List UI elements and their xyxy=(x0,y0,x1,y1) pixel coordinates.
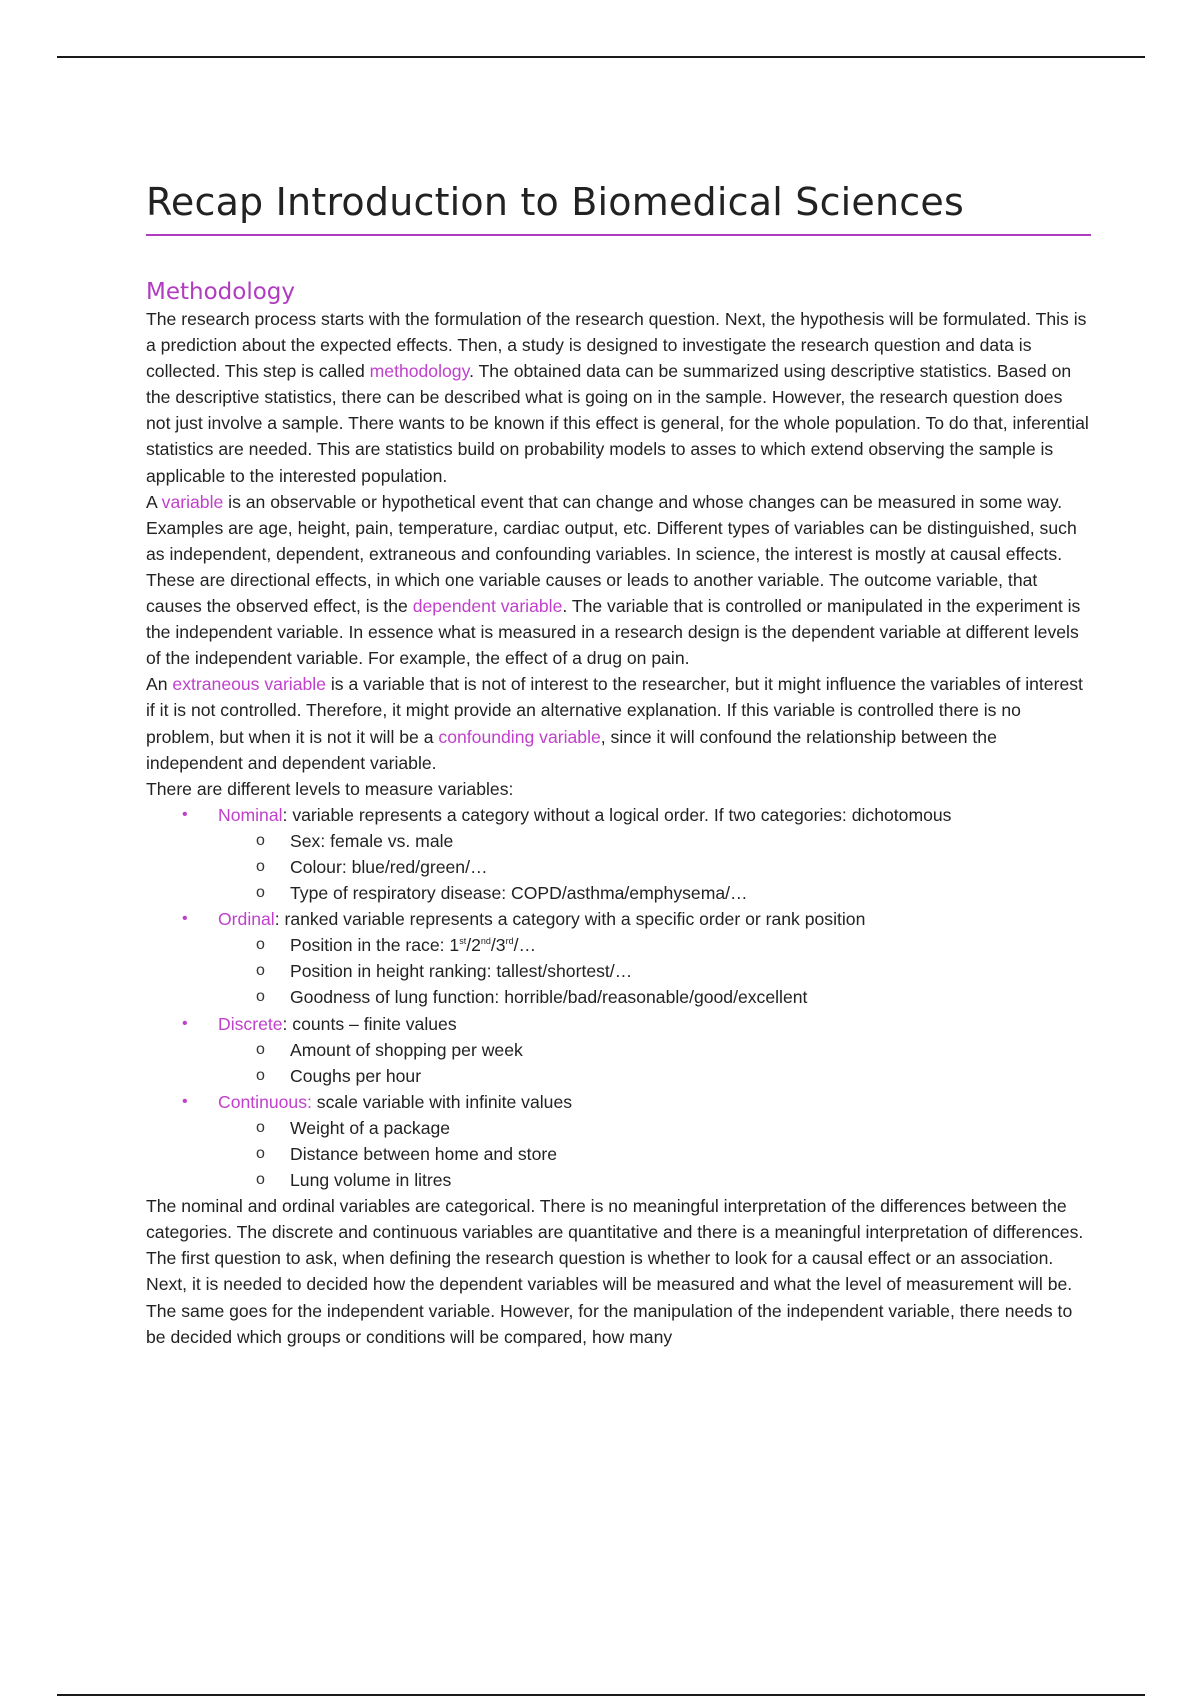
paragraph-extraneous: An extraneous variable is a variable that is not of interest to the researcher, but it might influence the variables of interest if it is not controlled. Therefore, it might provide an alternative explanation. If this variable is controlled there is no problem, but when it is not it will be a confounding variable, since it will confound the relationship between the independent and dependent variable. xyxy=(146,674,1083,773)
term-dependent-variable: dependent variable xyxy=(412,596,563,617)
list-item-nominal: • Nominal: variable represents a category without a logical order. If two categories: dichotomous o Sex: female vs. male o Colour: blue/red/green/… o Type of respiratory disease: COPD/asthma/emphysema/… xyxy=(146,802,1091,906)
term-confounding-variable: confounding variable xyxy=(438,726,601,747)
list-item: o Sex: female vs. male xyxy=(218,828,1091,854)
list-item: o Colour: blue/red/green/… xyxy=(218,854,1091,880)
discrete-examples xyxy=(218,1037,1091,1089)
continuous-examples xyxy=(218,1115,1091,1193)
term-variable: variable xyxy=(161,491,224,512)
term-nominal: Nominal xyxy=(218,804,283,825)
list-item: o Lung volume in litres xyxy=(218,1167,1091,1193)
paragraph-research-process: The research process starts with the formulation of the research question. Next, the hypothesis will be formulated. This is a prediction about the expected effects. Then, a study is designed to investigate the research question and data is collected. This step is called methodology. The obtained data can be summarized using descriptive statistics. Based on the descriptive statistics, there can be described what is going on in the sample. However, the research question does not just involve a sample. There wants to be known if this effect is general, for the whole population. To do that, inferential statistics are needed. This are statistics build on probability models to asses to which extend observing the sample is applicable to the interested population. xyxy=(146,309,1089,486)
list-item-ordinal: • Ordinal: ranked variable represents a category with a specific order or rank position o Position in the race: 1st/2nd/3rd/… o Position in height ranking: tallest/shortest/… o Goodness of lung function: horrible/bad/reasonable/good/excellent xyxy=(146,906,1091,1010)
list-item: o Position in height ranking: tallest/shortest/… xyxy=(218,958,1091,984)
paragraph-first-question: The first question to ask, when defining the research question is whether to look for a causal effect or an association. Next, it is needed to decided how the dependent variables will be measured and what the level of measurement will be. The same goes for the independent variable. However, for the manipulation of the independent variable, there needs to be decided which groups or conditions will be compared, how many xyxy=(146,1248,1073,1347)
list-item: o Amount of shopping per week xyxy=(218,1037,1091,1063)
levels-list xyxy=(146,802,1091,1193)
page-title: Recap Introduction to Biomedical Sciences xyxy=(146,180,964,224)
list-item: o Position in the race: 1st/2nd/3rd/… xyxy=(218,932,1091,958)
ordinal-examples xyxy=(218,932,1091,1010)
section-heading-methodology: Methodology xyxy=(146,279,296,305)
body-text xyxy=(146,306,1091,1350)
list-item: o Type of respiratory disease: COPD/asthma/emphysema/… xyxy=(218,880,1091,906)
list-item: o Weight of a package xyxy=(218,1115,1091,1141)
list-item: o Goodness of lung function: horrible/bad/reasonable/good/excellent xyxy=(218,984,1091,1010)
top-rule xyxy=(57,56,1145,58)
title-underline xyxy=(146,234,1091,236)
term-ordinal: Ordinal xyxy=(218,909,275,930)
paragraph-levels-intro: There are different levels to measure variables: xyxy=(146,778,514,799)
nominal-examples xyxy=(218,828,1091,906)
term-continuous: Continuous: xyxy=(218,1091,312,1112)
paragraph-categorical-quantitative: The nominal and ordinal variables are categorical. There is no meaningful interpretation of the differences between the categories. The discrete and continuous variables are quantitative and there is a meaningful interpretation of differences. xyxy=(146,1196,1084,1243)
paragraph-variable: A variable is an observable or hypothetical event that can change and whose changes can be measured in some way. Examples are age, height, pain, temperature, cardiac output, etc. Different types of variables can be distinguished, such as independent, dependent, extraneous and confounding variables. In science, the interest is mostly at causal effects. These are directional effects, in which one variable causes or leads to another variable. The outcome variable, that causes the observed effect, is the dependent variable. The variable that is controlled or manipulated in the experiment is the independent variable. In essence what is measured in a research design is the dependent variable at different levels of the independent variable. For example, the effect of a drug on pain. xyxy=(146,491,1081,669)
term-extraneous-variable: extraneous variable xyxy=(172,674,326,695)
list-item-discrete: • Discrete: counts – finite values o Amount of shopping per week o Coughs per hour xyxy=(146,1011,1091,1089)
list-item-continuous: • Continuous: scale variable with infinite values o Weight of a package o Distance between home and store o Lung volume in litres xyxy=(146,1089,1091,1193)
term-methodology: methodology xyxy=(369,361,470,382)
page-content xyxy=(146,176,1091,1350)
list-item: o Distance between home and store xyxy=(218,1141,1091,1167)
term-discrete: Discrete xyxy=(218,1013,283,1034)
bottom-rule xyxy=(57,1694,1145,1696)
list-item: o Coughs per hour xyxy=(218,1063,1091,1089)
